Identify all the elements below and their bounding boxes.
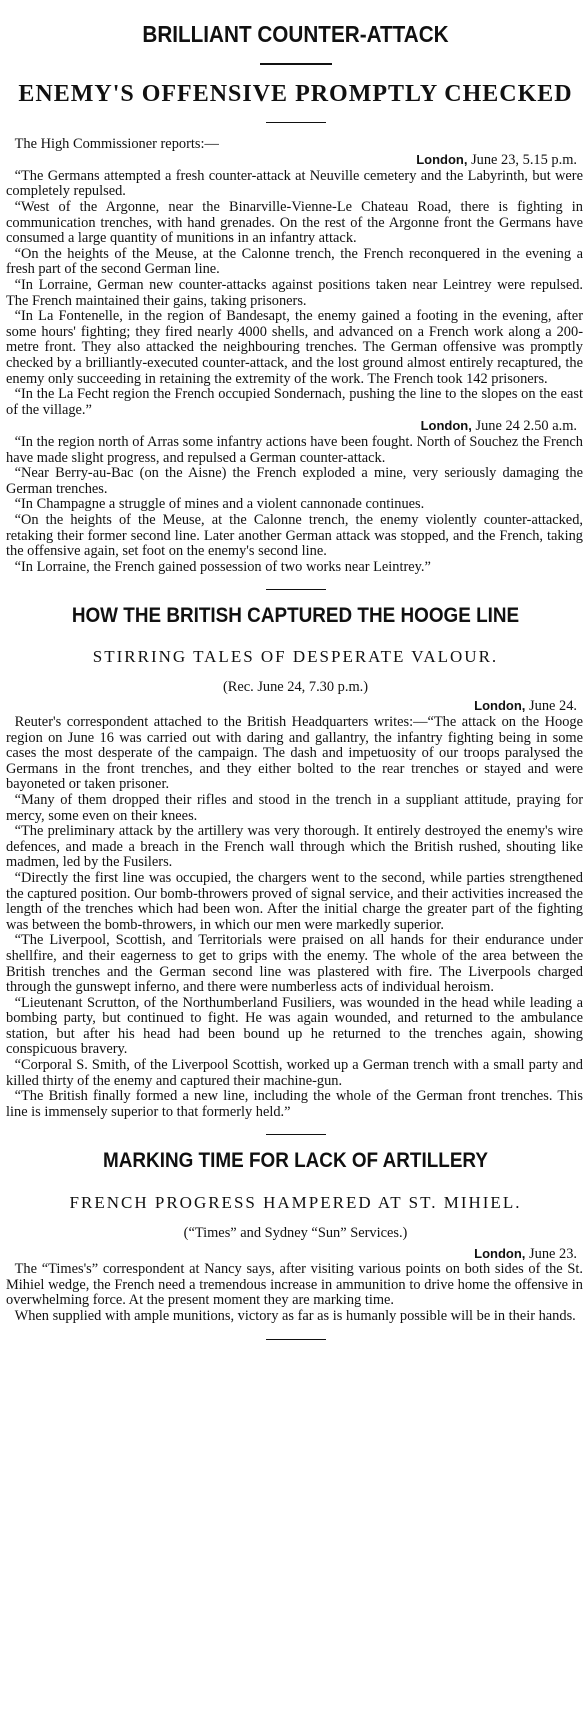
paragraph: When supplied with ample munitions, victory as far as is humanly possible will be in their hands. bbox=[14, 1307, 576, 1324]
paragraph: “The Germans attempted a fresh counter-attack at Neuville cemetery and the Labyrinth, but were completely repulsed. bbox=[6, 167, 583, 200]
subheadline: ENEMY'S OFFENSIVE PROMPTLY CHECKED bbox=[18, 81, 573, 108]
paragraph: “On the heights of the Meuse, at the Calonne trench, the French reconquered in the evening a fresh part of the second German line. bbox=[6, 245, 583, 278]
dateline bbox=[6, 418, 583, 435]
dateline-time: June 23. bbox=[529, 1245, 577, 1262]
article-counter-attack bbox=[4, 22, 587, 590]
paragraph: “In the region north of Arras some infantry actions have been fought. North of Souchez the French have made slight progress, and repulsed a German counter-attack. bbox=[6, 433, 583, 466]
dateline-city: London, bbox=[416, 152, 468, 168]
paragraph: The “Times's” correspondent at Nancy says, after visiting various points on both sides of the St. Mihiel wedge, the French need a tremendous increase in ammunition to drive home the offensive in overwhelming force. At the present moment they are marking time. bbox=[6, 1261, 583, 1309]
dateline-time: June 24. bbox=[529, 698, 577, 715]
subheadline: FRENCH PROGRESS HAMPERED AT ST. MIHIEL. bbox=[69, 1192, 522, 1212]
paragraph: “On the heights of the Meuse, at the Calonne trench, the enemy violently counter-attacked, retaking their former second line. Later another German attack was stopped, and the French, taking the offensive again, set foot on the enemy's second line. bbox=[6, 511, 583, 560]
article-body bbox=[4, 698, 587, 1120]
divider bbox=[260, 63, 332, 65]
divider bbox=[266, 122, 326, 123]
paragraph: “The Liverpool, Scottish, and Territorials were praised on all hands for their endurance under shellfire, and their eagerness to get to grips with the enemy. The whole of the area between the British trenches and the German second line was plastered with fire. The Liverpools charged through the gunswept inferno, and there were numberless acts of individual heroism. bbox=[6, 932, 583, 996]
dateline bbox=[6, 698, 583, 715]
divider bbox=[266, 589, 326, 590]
paragraph: “The British finally formed a new line, including the whole of the German front trenches. This line is immensely superior to that formerly held.” bbox=[6, 1088, 583, 1120]
dateline-city: London, bbox=[474, 698, 526, 714]
paragraph: “In Lorraine, German new counter-attacks against positions taken near Leintrey were repulsed. The French maintained their gains, taking prisoners. bbox=[6, 277, 583, 309]
dateline bbox=[6, 152, 583, 169]
headline: MARKING TIME FOR LACK OF ARTILLERY bbox=[103, 1149, 488, 1173]
dateline-city: London, bbox=[420, 418, 472, 434]
paragraph: “In La Fontenelle, in the region of Bandesapt, the enemy gained a footing in the evening, after some hours' fighting; they fired nearly 4000 shells, and advanced on a French work along a 200-metre front. They also attacked the neighbouring trenches. The German offensive was promptly checked by a brilliantly-executed counter-attack, and the lost ground almost entirely recaptured, the enemy only succeeding in retaining the extremity of the work. The French took 142 prisoners. bbox=[6, 308, 583, 387]
headline: HOW THE BRITISH CAPTURED THE HOOGE LINE bbox=[71, 604, 520, 628]
article-hooge-line bbox=[4, 604, 587, 1135]
dateline-city: London, bbox=[474, 1245, 526, 1261]
article-marking-time bbox=[4, 1149, 587, 1339]
dateline bbox=[6, 1246, 583, 1263]
paragraph: “Near Berry-au-Bac (on the Aisne) the French exploded a mine, very seriously damaging the German trenches. bbox=[6, 465, 583, 497]
headline: BRILLIANT COUNTER-ATTACK bbox=[142, 21, 449, 47]
divider bbox=[266, 1134, 326, 1135]
paragraph: “Many of them dropped their rifles and stood in the trench in a suppliant attitude, praying for mercy, some even on their knees. bbox=[6, 791, 583, 824]
paragraph: “In Champagne a struggle of mines and a violent cannonade continues. bbox=[14, 496, 425, 513]
paragraph: “Corporal S. Smith, of the Liverpool Scottish, worked up a German trench with a small party and killed thirty of the enemy and captured their machine-gun. bbox=[6, 1057, 583, 1089]
dateline-time: June 23, 5.15 p.m. bbox=[471, 152, 577, 169]
paragraph: “West of the Argonne, near the Binarville-Vienne-Le Chateau Road, there is fighting in communication trenches, with hand grenades. On the rest of the Argonne front the Germans have consumed a large quantity of munitions in an infantry attack. bbox=[6, 199, 583, 247]
subheadline: STIRRING TALES OF DESPERATE VALOUR. bbox=[92, 647, 499, 667]
paragraph: “Directly the first line was occupied, the chargers went to the second, while parties strengthened the captured position. Our bomb-throwers proved of signal service, and their activities increased the length of the trenches which had been won. After the initial charge the greater part of the fighting was between the bomb-throwers, in which our men were markedly superior. bbox=[6, 869, 583, 933]
paragraph: “In Lorraine, the French gained possession of two works near Leintrey.” bbox=[14, 558, 431, 575]
received-time: (Rec. June 24, 7.30 p.m.) bbox=[222, 679, 369, 696]
paragraph: Reuter's correspondent attached to the British Headquarters writes:—“The attack on the Hooge region on June 16 was carried out with daring and gallantry, the infantry fighting being in some cases the most desperate of the campaign. The dash and impetuosity of our troops paralysed the Germans in the front trenches, and they either bolted to the rear trenches or stayed and were bayoneted or taken prisoner. bbox=[6, 714, 583, 793]
article-body bbox=[4, 1246, 587, 1325]
paragraph: “In the La Fecht region the French occupied Sondernach, pushing the line to the slopes on the east of the village.” bbox=[6, 386, 583, 418]
paragraph: “The preliminary attack by the artillery was very thorough. It entirely destroyed the enemy's wire defences, and made a breach in the French wall through which the British rushed, shouting like madmen, led by the Fusilers. bbox=[6, 823, 583, 871]
news-services: (“Times” and Sydney “Sun” Services.) bbox=[183, 1224, 408, 1241]
divider bbox=[266, 1339, 326, 1340]
article-body bbox=[4, 137, 587, 576]
dateline-time: June 24 2.50 a.m. bbox=[475, 418, 577, 435]
paragraph: “Lieutenant Scrutton, of the Northumberland Fusiliers, was wounded in the head while leading a bombing party, but continued to fight. He was again wounded, and returned to the ambulance station, but after his head had been bound up he returned to the trenches again, showing conspicuous bravery. bbox=[6, 994, 583, 1058]
intro-line: The High Commissioner reports:— bbox=[14, 135, 219, 152]
